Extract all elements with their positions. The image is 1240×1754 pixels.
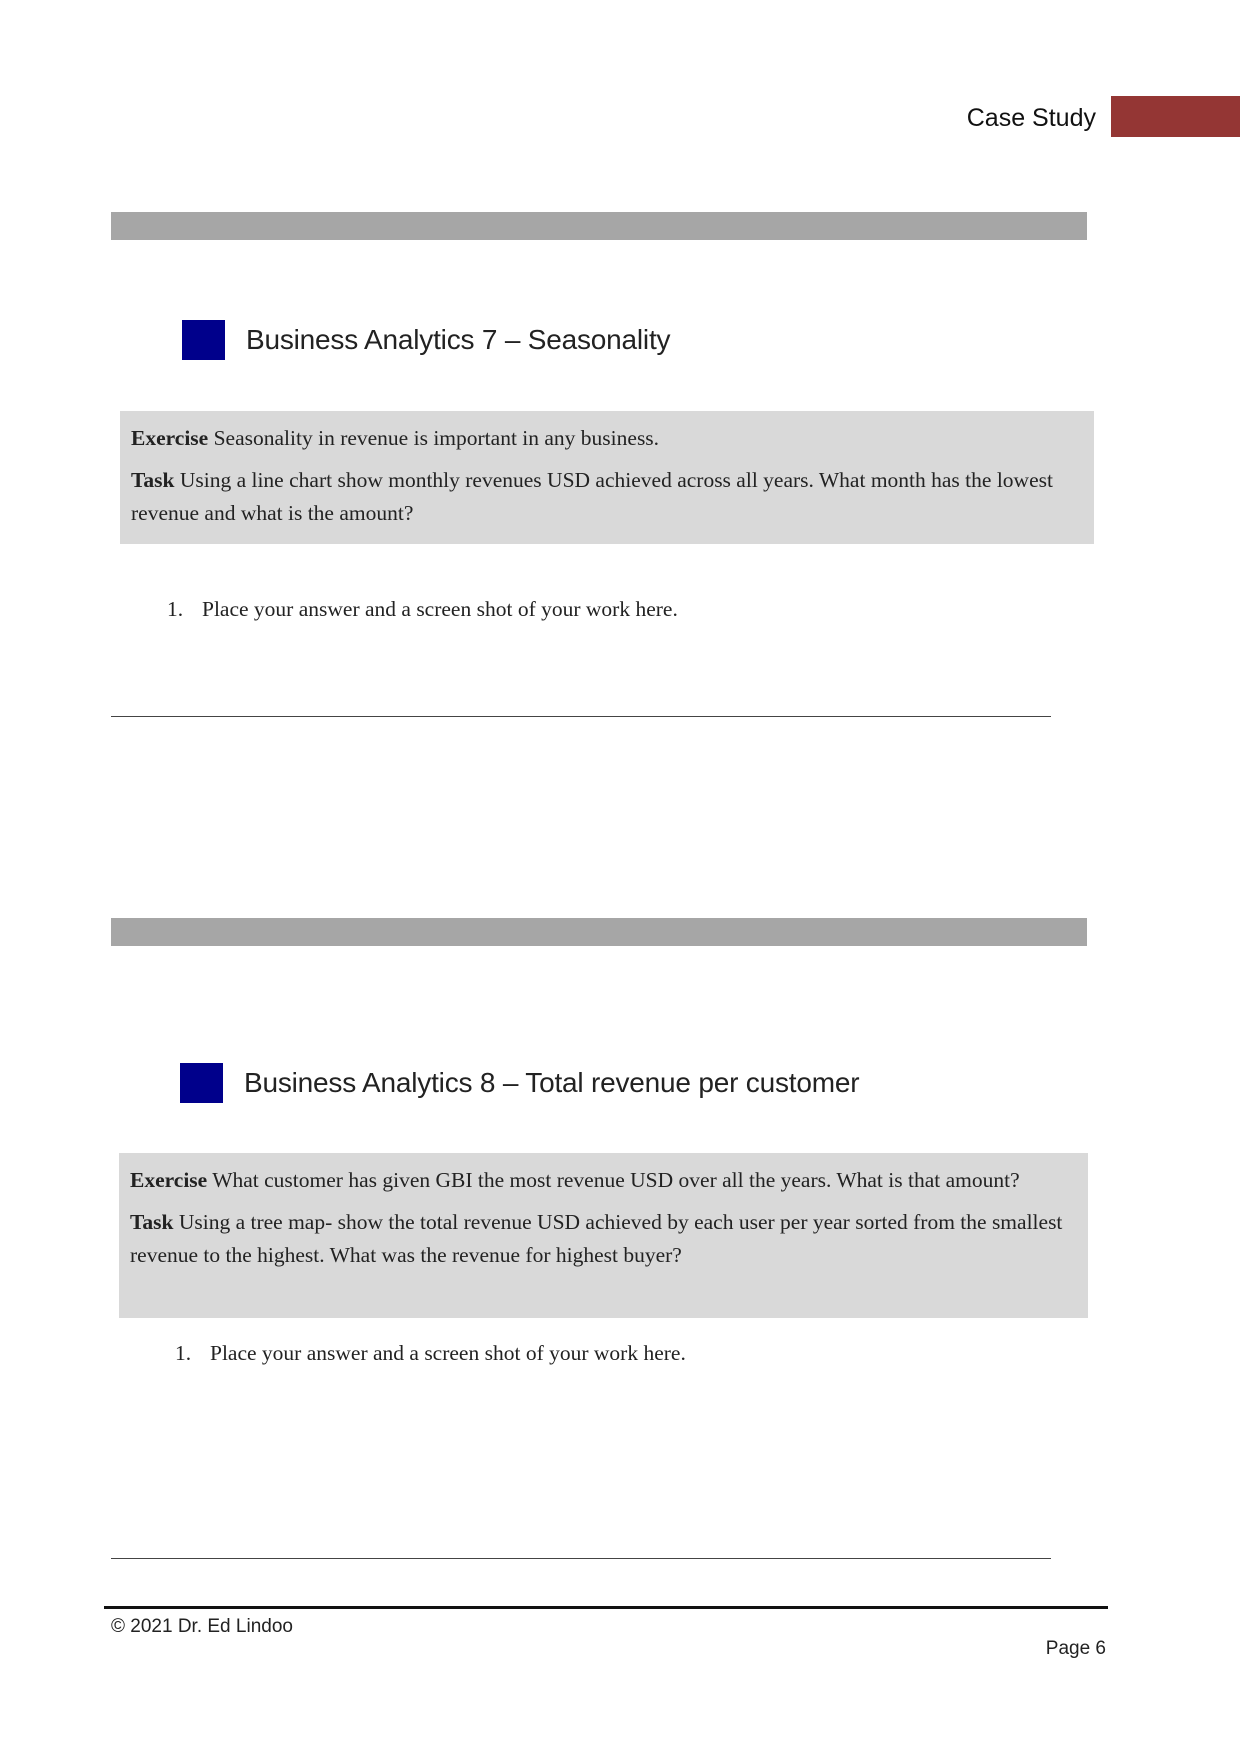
section-square-icon [182,320,225,360]
exercise-label: Exercise [131,426,209,450]
task-label: Task [130,1210,174,1234]
answer-line[interactable] [111,1558,1051,1559]
footer-page-number: Page 6 [1045,1638,1106,1659]
header-label: Case Study [966,104,1096,132]
footer-copyright: © 2021 Dr. Ed Lindoo [111,1616,293,1637]
section-heading [182,320,670,360]
exercise-paragraph [130,1164,1077,1197]
task-box [120,411,1094,544]
task-paragraph [131,464,1083,530]
answer-item [175,1341,686,1366]
section-divider-bar [111,212,1087,240]
task-paragraph [130,1206,1077,1272]
header-accent-bar [1111,96,1240,137]
answer-text: Place your answer and a screen shot of your work here. [202,597,678,621]
answer-number: 1. [175,1341,192,1365]
answer-number: 1. [167,597,184,621]
section-heading [180,1063,859,1103]
exercise-text: Seasonality in revenue is important in any business. [208,426,660,450]
answer-line[interactable] [111,716,1051,717]
exercise-label: Exercise [130,1168,208,1192]
task-label: Task [131,468,175,492]
exercise-text: What customer has given GBI the most revenue USD over all the years. What is that amount? [207,1168,1020,1192]
section-square-icon [180,1063,223,1103]
section-divider-bar [111,918,1087,946]
section-title: Business Analytics 8 – Total revenue per customer [244,1067,860,1098]
section-title: Business Analytics 7 – Seasonality [246,324,671,355]
exercise-paragraph [131,422,1083,455]
task-text: Using a tree map- show the total revenue USD achieved by each user per year sorted from the smallest revenue to the highest. What was the revenue for highest buyer? [130,1210,1063,1267]
footer-rule [104,1606,1108,1609]
answer-text: Place your answer and a screen shot of your work here. [210,1341,686,1365]
task-box [119,1153,1088,1318]
answer-item [167,597,678,622]
task-text: Using a line chart show monthly revenues USD achieved across all years. What month has the lowest revenue and what is the amount? [131,468,1053,525]
